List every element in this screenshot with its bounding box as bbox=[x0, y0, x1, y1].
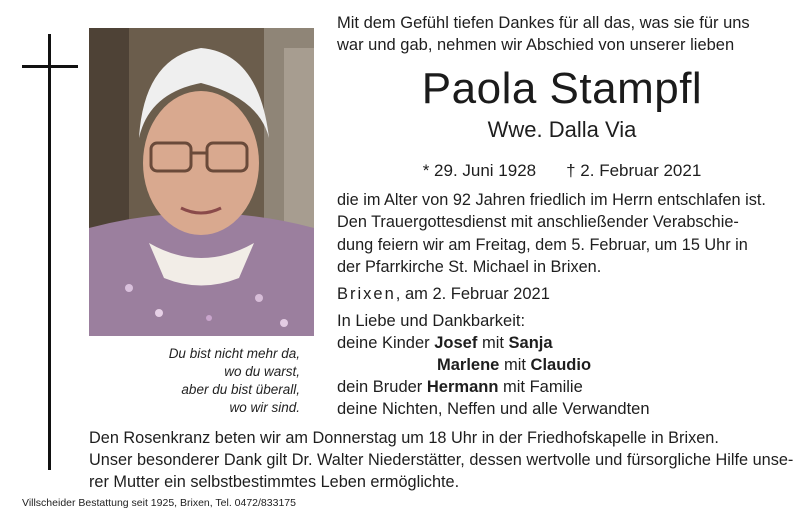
announcement-text bbox=[337, 189, 787, 278]
children-prefix: deine Kinder bbox=[337, 334, 435, 352]
place-date bbox=[337, 283, 550, 305]
memorial-verse bbox=[100, 345, 300, 417]
intro-line: war und gab, nehmen wir Abschied von unserer lieben bbox=[337, 36, 735, 54]
brother-prefix: dein Bruder bbox=[337, 378, 427, 396]
closing-text bbox=[89, 427, 794, 493]
deceased-name: Paola Stampfl bbox=[421, 64, 703, 113]
announcement-line: die im Alter von 92 Jahren friedlich im Herrn entschlafen ist. bbox=[337, 191, 766, 209]
undertaker-credit: Villscheider Bestattung seit 1925, Brixen, Tel. 0472/833175 bbox=[22, 497, 296, 509]
announcement-line: Den Trauergottesdienst mit anschließender Verabschie- bbox=[337, 213, 739, 232]
thanks-line: Unser besonderer Dank gilt Dr. Walter Niederstätter, dessen wertvolle und fürsorgliche Hilfe unse- bbox=[89, 451, 794, 469]
life-dates bbox=[337, 160, 787, 182]
intro-text bbox=[337, 12, 782, 56]
mourners-children-row bbox=[337, 332, 650, 354]
announcement-line: dung feiern wir am Freitag, dem 5. Februar, um 15 Uhr in bbox=[337, 235, 748, 254]
verse-line: Du bist nicht mehr da, bbox=[168, 346, 300, 361]
brother-name: Hermann bbox=[426, 378, 499, 396]
mourners-intro: In Liebe und Dankbarkeit: bbox=[337, 312, 526, 330]
partner-name: Sanja bbox=[508, 334, 553, 352]
verse-line: wo du warst, bbox=[224, 364, 300, 379]
death-date: † 2. Februar 2021 bbox=[566, 161, 702, 180]
child-name: Marlene bbox=[437, 356, 500, 374]
cross-icon-bar bbox=[22, 65, 78, 68]
with-text: mit bbox=[499, 356, 531, 374]
place-city: Brixen bbox=[337, 285, 396, 303]
brother-suffix: mit Familie bbox=[498, 378, 583, 396]
partner-name: Claudio bbox=[530, 356, 592, 374]
place-date-text: , am 2. Februar 2021 bbox=[395, 285, 550, 303]
birth-date: * 29. Juni 1928 bbox=[422, 161, 537, 180]
cross-icon bbox=[48, 34, 51, 470]
intro-line: Mit dem Gefühl tiefen Dankes für all das, was sie für uns bbox=[337, 14, 750, 32]
mourners-list bbox=[337, 310, 650, 420]
mourners-relatives-row: deine Nichten, Neffen und alle Verwandten bbox=[337, 400, 650, 418]
rosary-line: Den Rosenkranz beten wir am Donnerstag um 18 Uhr in der Friedhofskapelle in Brixen. bbox=[89, 429, 719, 447]
with-text: mit bbox=[477, 334, 509, 352]
thanks-line: rer Mutter ein selbstbestimmtes Leben ermöglichte. bbox=[89, 473, 460, 491]
mourners-brother-row bbox=[337, 376, 650, 398]
announcement-line: der Pfarrkirche St. Michael in Brixen. bbox=[337, 257, 602, 276]
child-name: Josef bbox=[434, 334, 478, 352]
verse-line: aber du bist überall, bbox=[181, 382, 300, 397]
mourners-children-row bbox=[337, 354, 650, 376]
widow-of: Wwe. Dalla Via bbox=[487, 117, 637, 142]
portrait-photo bbox=[89, 28, 314, 336]
verse-line: wo wir sind. bbox=[229, 400, 300, 415]
